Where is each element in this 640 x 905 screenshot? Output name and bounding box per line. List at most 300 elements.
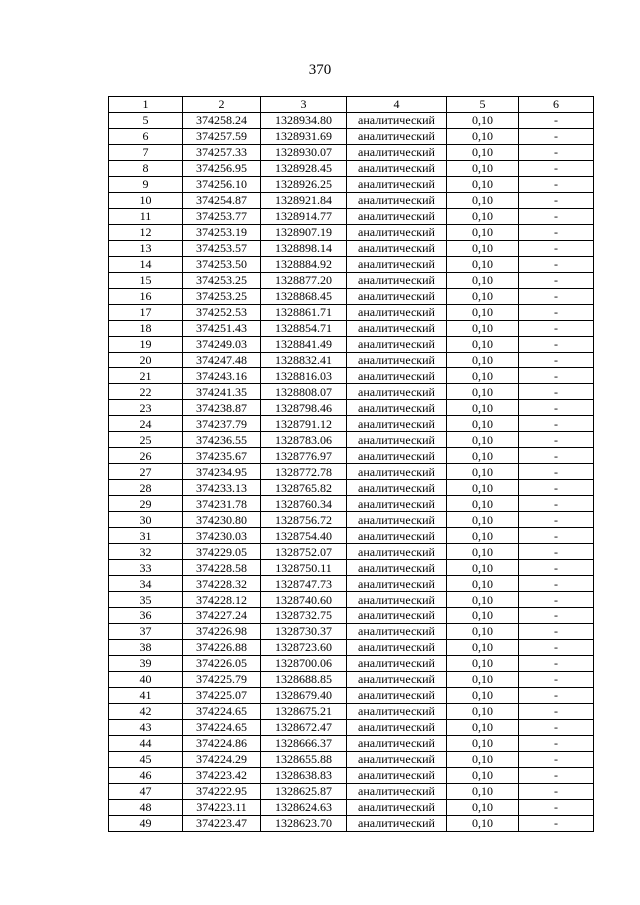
table-row [109,240,594,256]
y-coordinate-cell: 1328752.07 [261,544,347,560]
method-cell: аналитический [347,272,447,288]
method-cell: аналитический [347,576,447,592]
x-coordinate-cell: 374237.79 [183,416,261,432]
table-row [109,512,594,528]
header-cell-6: 6 [519,97,594,113]
x-coordinate-cell: 374224.86 [183,735,261,751]
note-cell: - [519,240,594,256]
method-cell: аналитический [347,288,447,304]
x-coordinate-cell: 374253.57 [183,240,261,256]
note-cell: - [519,336,594,352]
method-cell: аналитический [347,719,447,735]
accuracy-cell: 0,10 [447,288,519,304]
x-coordinate-cell: 374230.80 [183,512,261,528]
table-row [109,336,594,352]
x-coordinate-cell: 374231.78 [183,496,261,512]
y-coordinate-cell: 1328688.85 [261,671,347,687]
note-cell: - [519,623,594,639]
method-cell: аналитический [347,256,447,272]
note-cell: - [519,608,594,624]
note-cell: - [519,288,594,304]
accuracy-cell: 0,10 [447,767,519,783]
accuracy-cell: 0,10 [447,336,519,352]
y-coordinate-cell: 1328624.63 [261,799,347,815]
method-cell: аналитический [347,336,447,352]
point-number-cell: 22 [109,384,183,400]
note-cell: - [519,128,594,144]
note-cell: - [519,368,594,384]
accuracy-cell: 0,10 [447,687,519,703]
point-number-cell: 37 [109,623,183,639]
y-coordinate-cell: 1328756.72 [261,512,347,528]
header-cell-2: 2 [183,97,261,113]
accuracy-cell: 0,10 [447,608,519,624]
method-cell: аналитический [347,448,447,464]
accuracy-cell: 0,10 [447,400,519,416]
point-number-cell: 33 [109,560,183,576]
table-row [109,719,594,735]
method-cell: аналитический [347,400,447,416]
note-cell: - [519,352,594,368]
y-coordinate-cell: 1328907.19 [261,224,347,240]
note-cell: - [519,112,594,128]
accuracy-cell: 0,10 [447,368,519,384]
y-coordinate-cell: 1328868.45 [261,288,347,304]
x-coordinate-cell: 374230.03 [183,528,261,544]
table-row [109,400,594,416]
point-number-cell: 8 [109,160,183,176]
method-cell: аналитический [347,783,447,799]
accuracy-cell: 0,10 [447,464,519,480]
header-row [109,97,594,113]
point-number-cell: 42 [109,703,183,719]
accuracy-cell: 0,10 [447,544,519,560]
table-row [109,544,594,560]
x-coordinate-cell: 374228.32 [183,576,261,592]
note-cell: - [519,192,594,208]
table-row [109,128,594,144]
accuracy-cell: 0,10 [447,671,519,687]
y-coordinate-cell: 1328666.37 [261,735,347,751]
x-coordinate-cell: 374228.12 [183,592,261,608]
accuracy-cell: 0,10 [447,320,519,336]
method-cell: аналитический [347,815,447,831]
point-number-cell: 13 [109,240,183,256]
x-coordinate-cell: 374236.55 [183,432,261,448]
note-cell: - [519,384,594,400]
method-cell: аналитический [347,767,447,783]
x-coordinate-cell: 374254.87 [183,192,261,208]
accuracy-cell: 0,10 [447,112,519,128]
method-cell: аналитический [347,703,447,719]
point-number-cell: 31 [109,528,183,544]
point-number-cell: 36 [109,608,183,624]
note-cell: - [519,687,594,703]
note-cell: - [519,735,594,751]
accuracy-cell: 0,10 [447,128,519,144]
point-number-cell: 41 [109,687,183,703]
point-number-cell: 16 [109,288,183,304]
accuracy-cell: 0,10 [447,304,519,320]
point-number-cell: 21 [109,368,183,384]
point-number-cell: 26 [109,448,183,464]
header-cell-1: 1 [109,97,183,113]
method-cell: аналитический [347,192,447,208]
method-cell: аналитический [347,799,447,815]
note-cell: - [519,224,594,240]
accuracy-cell: 0,10 [447,592,519,608]
x-coordinate-cell: 374257.33 [183,144,261,160]
table-row [109,703,594,719]
y-coordinate-cell: 1328772.78 [261,464,347,480]
note-cell: - [519,320,594,336]
x-coordinate-cell: 374235.67 [183,448,261,464]
y-coordinate-cell: 1328931.69 [261,128,347,144]
x-coordinate-cell: 374223.42 [183,767,261,783]
accuracy-cell: 0,10 [447,448,519,464]
note-cell: - [519,480,594,496]
point-number-cell: 17 [109,304,183,320]
note-cell: - [519,256,594,272]
point-number-cell: 38 [109,639,183,655]
accuracy-cell: 0,10 [447,655,519,671]
note-cell: - [519,528,594,544]
y-coordinate-cell: 1328914.77 [261,208,347,224]
method-cell: аналитический [347,480,447,496]
method-cell: аналитический [347,544,447,560]
accuracy-cell: 0,10 [447,623,519,639]
point-number-cell: 43 [109,719,183,735]
point-number-cell: 20 [109,352,183,368]
y-coordinate-cell: 1328791.12 [261,416,347,432]
note-cell: - [519,703,594,719]
point-number-cell: 49 [109,815,183,831]
table-row [109,208,594,224]
note-cell: - [519,576,594,592]
y-coordinate-cell: 1328783.06 [261,432,347,448]
method-cell: аналитический [347,528,447,544]
x-coordinate-cell: 374256.95 [183,160,261,176]
accuracy-cell: 0,10 [447,528,519,544]
accuracy-cell: 0,10 [447,703,519,719]
y-coordinate-cell: 1328740.60 [261,592,347,608]
accuracy-cell: 0,10 [447,224,519,240]
point-number-cell: 46 [109,767,183,783]
table-row [109,448,594,464]
note-cell: - [519,464,594,480]
table-row [109,176,594,192]
y-coordinate-cell: 1328884.92 [261,256,347,272]
point-number-cell: 48 [109,799,183,815]
method-cell: аналитический [347,751,447,767]
point-number-cell: 12 [109,224,183,240]
point-number-cell: 15 [109,272,183,288]
point-number-cell: 25 [109,432,183,448]
method-cell: аналитический [347,224,447,240]
accuracy-cell: 0,10 [447,176,519,192]
table-row [109,528,594,544]
accuracy-cell: 0,10 [447,144,519,160]
table-row [109,352,594,368]
method-cell: аналитический [347,368,447,384]
x-coordinate-cell: 374253.50 [183,256,261,272]
y-coordinate-cell: 1328928.45 [261,160,347,176]
x-coordinate-cell: 374253.19 [183,224,261,240]
x-coordinate-cell: 374225.07 [183,687,261,703]
y-coordinate-cell: 1328816.03 [261,368,347,384]
point-number-cell: 18 [109,320,183,336]
x-coordinate-cell: 374258.24 [183,112,261,128]
accuracy-cell: 0,10 [447,719,519,735]
point-number-cell: 32 [109,544,183,560]
accuracy-cell: 0,10 [447,735,519,751]
y-coordinate-cell: 1328776.97 [261,448,347,464]
table-row [109,368,594,384]
x-coordinate-cell: 374251.43 [183,320,261,336]
y-coordinate-cell: 1328808.07 [261,384,347,400]
method-cell: аналитический [347,416,447,432]
note-cell: - [519,671,594,687]
coordinates-table [108,96,594,832]
x-coordinate-cell: 374229.05 [183,544,261,560]
point-number-cell: 24 [109,416,183,432]
method-cell: аналитический [347,128,447,144]
method-cell: аналитический [347,352,447,368]
table-row [109,655,594,671]
table-row [109,320,594,336]
point-number-cell: 45 [109,751,183,767]
accuracy-cell: 0,10 [447,512,519,528]
note-cell: - [519,751,594,767]
table-body [109,112,594,831]
point-number-cell: 29 [109,496,183,512]
header-cell-4: 4 [347,97,447,113]
note-cell: - [519,272,594,288]
accuracy-cell: 0,10 [447,192,519,208]
note-cell: - [519,544,594,560]
table-row [109,783,594,799]
note-cell: - [519,176,594,192]
method-cell: аналитический [347,208,447,224]
method-cell: аналитический [347,608,447,624]
table-row [109,560,594,576]
header-cell-3: 3 [261,97,347,113]
table-row [109,272,594,288]
x-coordinate-cell: 374253.25 [183,272,261,288]
accuracy-cell: 0,10 [447,783,519,799]
table-row [109,288,594,304]
header-cell-5: 5 [447,97,519,113]
page-number: 370 [308,62,332,78]
x-coordinate-cell: 374228.58 [183,560,261,576]
x-coordinate-cell: 374222.95 [183,783,261,799]
note-cell: - [519,496,594,512]
method-cell: аналитический [347,464,447,480]
x-coordinate-cell: 374233.13 [183,480,261,496]
table-row [109,464,594,480]
method-cell: аналитический [347,384,447,400]
y-coordinate-cell: 1328921.84 [261,192,347,208]
note-cell: - [519,208,594,224]
point-number-cell: 10 [109,192,183,208]
table-row [109,112,594,128]
x-coordinate-cell: 374226.05 [183,655,261,671]
y-coordinate-cell: 1328732.75 [261,608,347,624]
table-row [109,592,594,608]
x-coordinate-cell: 374256.10 [183,176,261,192]
method-cell: аналитический [347,671,447,687]
x-coordinate-cell: 374249.03 [183,336,261,352]
x-coordinate-cell: 374223.11 [183,799,261,815]
table-row [109,432,594,448]
y-coordinate-cell: 1328672.47 [261,719,347,735]
point-number-cell: 40 [109,671,183,687]
y-coordinate-cell: 1328750.11 [261,560,347,576]
accuracy-cell: 0,10 [447,576,519,592]
accuracy-cell: 0,10 [447,384,519,400]
note-cell: - [519,815,594,831]
table-row [109,576,594,592]
table-row [109,256,594,272]
x-coordinate-cell: 374253.25 [183,288,261,304]
method-cell: аналитический [347,560,447,576]
point-number-cell: 28 [109,480,183,496]
method-cell: аналитический [347,304,447,320]
y-coordinate-cell: 1328861.71 [261,304,347,320]
point-number-cell: 27 [109,464,183,480]
table-row [109,767,594,783]
note-cell: - [519,432,594,448]
table-row [109,384,594,400]
accuracy-cell: 0,10 [447,160,519,176]
table-row [109,608,594,624]
accuracy-cell: 0,10 [447,480,519,496]
y-coordinate-cell: 1328765.82 [261,480,347,496]
accuracy-cell: 0,10 [447,416,519,432]
method-cell: аналитический [347,639,447,655]
note-cell: - [519,560,594,576]
method-cell: аналитический [347,623,447,639]
note-cell: - [519,160,594,176]
note-cell: - [519,783,594,799]
note-cell: - [519,512,594,528]
table-row [109,224,594,240]
method-cell: аналитический [347,735,447,751]
method-cell: аналитический [347,496,447,512]
table-row [109,687,594,703]
point-number-cell: 6 [109,128,183,144]
table-row [109,815,594,831]
y-coordinate-cell: 1328675.21 [261,703,347,719]
point-number-cell: 34 [109,576,183,592]
point-number-cell: 19 [109,336,183,352]
accuracy-cell: 0,10 [447,240,519,256]
accuracy-cell: 0,10 [447,256,519,272]
x-coordinate-cell: 374238.87 [183,400,261,416]
note-cell: - [519,767,594,783]
point-number-cell: 5 [109,112,183,128]
y-coordinate-cell: 1328625.87 [261,783,347,799]
point-number-cell: 11 [109,208,183,224]
accuracy-cell: 0,10 [447,208,519,224]
y-coordinate-cell: 1328841.49 [261,336,347,352]
table-row [109,623,594,639]
table-row [109,144,594,160]
table-row [109,735,594,751]
note-cell: - [519,799,594,815]
x-coordinate-cell: 374234.95 [183,464,261,480]
note-cell: - [519,639,594,655]
accuracy-cell: 0,10 [447,496,519,512]
x-coordinate-cell: 374243.16 [183,368,261,384]
method-cell: аналитический [347,592,447,608]
method-cell: аналитический [347,112,447,128]
method-cell: аналитический [347,320,447,336]
y-coordinate-cell: 1328898.14 [261,240,347,256]
point-number-cell: 39 [109,655,183,671]
accuracy-cell: 0,10 [447,799,519,815]
method-cell: аналитический [347,655,447,671]
accuracy-cell: 0,10 [447,352,519,368]
method-cell: аналитический [347,176,447,192]
y-coordinate-cell: 1328798.46 [261,400,347,416]
x-coordinate-cell: 374224.65 [183,703,261,719]
point-number-cell: 23 [109,400,183,416]
table-row [109,480,594,496]
point-number-cell: 47 [109,783,183,799]
note-cell: - [519,592,594,608]
x-coordinate-cell: 374225.79 [183,671,261,687]
y-coordinate-cell: 1328679.40 [261,687,347,703]
x-coordinate-cell: 374252.53 [183,304,261,320]
y-coordinate-cell: 1328723.60 [261,639,347,655]
method-cell: аналитический [347,240,447,256]
table-row [109,671,594,687]
accuracy-cell: 0,10 [447,560,519,576]
table-row [109,416,594,432]
y-coordinate-cell: 1328934.80 [261,112,347,128]
note-cell: - [519,416,594,432]
accuracy-cell: 0,10 [447,432,519,448]
accuracy-cell: 0,10 [447,815,519,831]
point-number-cell: 9 [109,176,183,192]
x-coordinate-cell: 374227.24 [183,608,261,624]
accuracy-cell: 0,10 [447,751,519,767]
method-cell: аналитический [347,687,447,703]
note-cell: - [519,719,594,735]
x-coordinate-cell: 374247.48 [183,352,261,368]
accuracy-cell: 0,10 [447,272,519,288]
y-coordinate-cell: 1328700.06 [261,655,347,671]
y-coordinate-cell: 1328877.20 [261,272,347,288]
y-coordinate-cell: 1328760.34 [261,496,347,512]
x-coordinate-cell: 374223.47 [183,815,261,831]
method-cell: аналитический [347,432,447,448]
table-header [109,97,594,113]
table-row [109,639,594,655]
method-cell: аналитический [347,160,447,176]
y-coordinate-cell: 1328730.37 [261,623,347,639]
point-number-cell: 7 [109,144,183,160]
note-cell: - [519,655,594,671]
table-row [109,192,594,208]
x-coordinate-cell: 374257.59 [183,128,261,144]
x-coordinate-cell: 374224.29 [183,751,261,767]
y-coordinate-cell: 1328930.07 [261,144,347,160]
table-row [109,160,594,176]
table-row [109,751,594,767]
note-cell: - [519,144,594,160]
